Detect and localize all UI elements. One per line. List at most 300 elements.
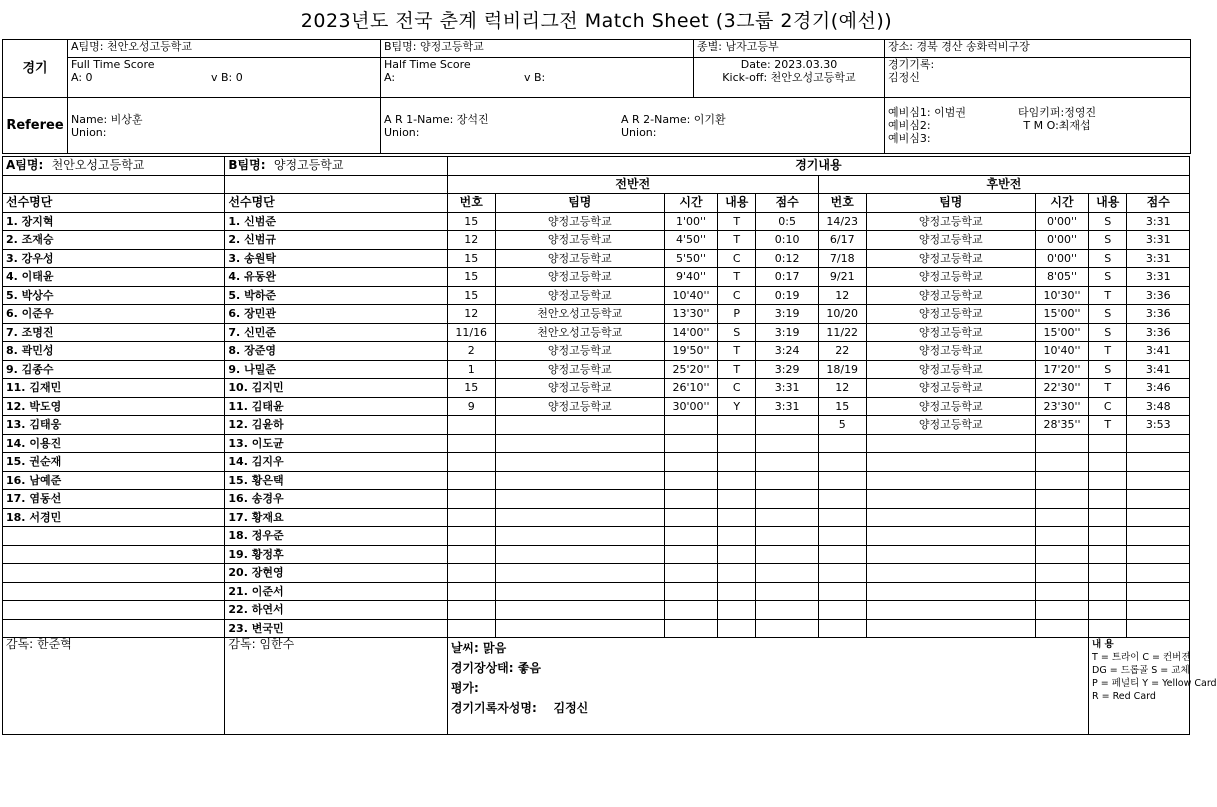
second-half-event-score: 3:41 — [1127, 360, 1190, 379]
first-half-event-number — [447, 545, 495, 564]
first-half-event-type: T — [718, 212, 756, 231]
second-half-event-number — [818, 453, 866, 472]
team-a-player: 16. 남예준 — [3, 471, 225, 490]
first-half-event-score — [756, 416, 818, 435]
second-half-event-type — [1089, 582, 1127, 601]
weather-label: 날씨: — [450, 641, 479, 655]
first-half-event-number — [447, 508, 495, 527]
team-a-player: 4. 이태윤 — [3, 268, 225, 287]
first-half-event-type — [718, 582, 756, 601]
table-row — [3, 249, 1190, 268]
game-label: 경기 — [3, 40, 68, 98]
team-b-player: 17. 황재요 — [225, 508, 447, 527]
second-half-event-number: 7/18 — [818, 249, 866, 268]
first-half-event-number: 11/16 — [447, 323, 495, 342]
team-b-cell — [381, 40, 694, 58]
full-score-b: v B: 0 — [211, 71, 243, 84]
second-half-event-team: 양정고등학교 — [866, 286, 1035, 305]
first-half-event-team — [495, 416, 664, 435]
second-half-event-number — [818, 619, 866, 638]
venue-cell — [885, 40, 1191, 58]
second-half-event-type — [1089, 601, 1127, 620]
team-a-player: 13. 김태웅 — [3, 416, 225, 435]
full-time-label: Full Time Score — [71, 58, 155, 71]
team-a-player: 12. 박도영 — [3, 397, 225, 416]
first-half-event-team: 양정고등학교 — [495, 360, 664, 379]
match-content-table — [2, 156, 1217, 735]
second-half-event-score: 3:46 — [1127, 379, 1190, 398]
first-half-col-type: 내용 — [718, 194, 756, 213]
field-value: 좋음 — [517, 661, 541, 675]
first-half-event-type — [718, 434, 756, 453]
second-half-event-time: 22'30'' — [1036, 379, 1089, 398]
second-half-event-score: 3:48 — [1127, 397, 1190, 416]
second-half-event-team — [866, 471, 1035, 490]
second-half-event-team — [866, 527, 1035, 546]
second-half-event-number: 6/17 — [818, 231, 866, 250]
first-half-event-score — [756, 619, 818, 638]
first-half-event-type: T — [718, 268, 756, 287]
first-half-col-time: 시간 — [665, 194, 718, 213]
team-b-player: 1. 신범준 — [225, 212, 447, 231]
first-half-event-time — [665, 434, 718, 453]
first-half-event-time: 5'50'' — [665, 249, 718, 268]
roster-team-b-name: 양정고등학교 — [273, 158, 344, 173]
second-half-event-team — [866, 545, 1035, 564]
second-half-col-type: 내용 — [1089, 194, 1127, 213]
second-half-event-type: S — [1089, 231, 1127, 250]
second-half-event-time: 8'05'' — [1036, 268, 1089, 287]
first-half-event-team — [495, 601, 664, 620]
table-row — [3, 416, 1190, 435]
team-b-player: 18. 정우준 — [225, 527, 447, 546]
second-half-event-type — [1089, 508, 1127, 527]
half-score-a: A: — [384, 71, 396, 84]
table-row — [3, 601, 1190, 620]
team-b-name: 양정고등학교 — [420, 40, 484, 53]
second-half-event-number — [818, 508, 866, 527]
second-half-event-score — [1127, 545, 1190, 564]
second-half-event-time: 0'00'' — [1036, 212, 1089, 231]
first-half-event-score: 3:19 — [756, 305, 818, 324]
team-a-player: 6. 이준우 — [3, 305, 225, 324]
referee-union: Union: — [71, 125, 107, 139]
team-a-player: 18. 서경민 — [3, 508, 225, 527]
venue-value: 경북 경산 송화럭비구장 — [916, 40, 1030, 53]
referee-cell — [68, 98, 381, 154]
team-a-player: 1. 장지혁 — [3, 212, 225, 231]
team-b-player: 20. 장현영 — [225, 564, 447, 583]
first-half-event-type — [718, 601, 756, 620]
first-half-col-score: 점수 — [756, 194, 818, 213]
first-half-event-number — [447, 416, 495, 435]
first-half-event-score — [756, 582, 818, 601]
second-half-event-score — [1127, 508, 1190, 527]
second-half-event-team: 양정고등학교 — [866, 416, 1035, 435]
first-half-event-number — [447, 453, 495, 472]
team-a-player: 2. 조재승 — [3, 231, 225, 250]
first-half-event-type: C — [718, 249, 756, 268]
second-half-event-score — [1127, 601, 1190, 620]
team-b-player: 16. 송경우 — [225, 490, 447, 509]
first-half-event-score: 3:31 — [756, 379, 818, 398]
second-half-event-team — [866, 619, 1035, 638]
second-half-event-team: 양정고등학교 — [866, 305, 1035, 324]
second-half-event-type — [1089, 564, 1127, 583]
team-a-player: 8. 곽민성 — [3, 342, 225, 361]
first-half-event-number — [447, 582, 495, 601]
table-row — [3, 360, 1190, 379]
roster-team-a-label: A팀명: — [6, 158, 44, 173]
table-row — [3, 323, 1190, 342]
first-half-event-score — [756, 508, 818, 527]
first-half-event-time — [665, 453, 718, 472]
second-half-event-type: T — [1089, 379, 1127, 398]
first-half-event-type — [718, 416, 756, 435]
writer-name: 김정신 — [553, 701, 589, 715]
team-a-player: 3. 강우성 — [3, 249, 225, 268]
second-half-event-team: 양정고등학교 — [866, 397, 1035, 416]
first-half-event-number: 12 — [447, 305, 495, 324]
second-half-event-type — [1089, 490, 1127, 509]
first-half-event-number: 15 — [447, 286, 495, 305]
first-half-event-type — [718, 619, 756, 638]
first-half-event-type: T — [718, 342, 756, 361]
first-half-event-score — [756, 434, 818, 453]
category-cell — [694, 40, 885, 58]
first-half-event-score — [756, 601, 818, 620]
officials-cell — [885, 98, 1191, 154]
first-half-event-team — [495, 545, 664, 564]
first-half-event-type: S — [718, 323, 756, 342]
table-row — [3, 379, 1190, 398]
first-half-event-type: Y — [718, 397, 756, 416]
legend — [1089, 638, 1217, 735]
table-row — [3, 342, 1190, 361]
recorder-name: 김정신 — [888, 71, 920, 84]
first-half-event-time — [665, 490, 718, 509]
legend-line: DG = 드롭골 S = 교체 — [1092, 665, 1190, 676]
team-a-player: 7. 조명진 — [3, 323, 225, 342]
second-half-event-time — [1036, 453, 1089, 472]
first-half-event-type: C — [718, 379, 756, 398]
assistant-referees-cell — [381, 98, 885, 154]
team-b-player: 2. 신범규 — [225, 231, 447, 250]
reserve-referee-1: 예비심1: 이범권 — [888, 106, 966, 119]
first-half-event-score: 0:12 — [756, 249, 818, 268]
first-half-event-type — [718, 545, 756, 564]
team-b-player: 3. 송원탁 — [225, 249, 447, 268]
second-half-event-type: C — [1089, 397, 1127, 416]
team-a-player — [3, 601, 225, 620]
second-half-event-time: 17'20'' — [1036, 360, 1089, 379]
second-half-event-score: 3:31 — [1127, 212, 1190, 231]
first-half-event-type — [718, 564, 756, 583]
second-half-event-number — [818, 471, 866, 490]
team-a-player: 17. 염동선 — [3, 490, 225, 509]
first-half-event-time — [665, 582, 718, 601]
first-half-event-score: 0:10 — [756, 231, 818, 250]
team-a-player — [3, 619, 225, 638]
first-half-event-time: 4'50'' — [665, 231, 718, 250]
first-half-event-type — [718, 490, 756, 509]
first-half-event-time — [665, 471, 718, 490]
first-half-event-number: 9 — [447, 397, 495, 416]
coach-b: 감독: 임한수 — [225, 638, 447, 735]
second-half-event-score: 3:41 — [1127, 342, 1190, 361]
team-b-player: 13. 이도균 — [225, 434, 447, 453]
table-row — [3, 231, 1190, 250]
second-half-event-team: 양정고등학교 — [866, 249, 1035, 268]
first-half-event-time: 13'30'' — [665, 305, 718, 324]
match-header-table — [2, 39, 1191, 154]
date-cell — [694, 58, 885, 98]
second-half-event-number — [818, 564, 866, 583]
second-half-event-team — [866, 582, 1035, 601]
second-half-event-team — [866, 453, 1035, 472]
legend-line: T = 트라이 C = 컨버젼 — [1092, 652, 1191, 663]
team-a-name: 천안오성고등학교 — [106, 40, 192, 53]
table-row — [3, 453, 1190, 472]
tmo: T M O:최재섭 — [1023, 119, 1091, 132]
team-b-player: 23. 변국민 — [225, 619, 447, 638]
first-half-label: 전반전 — [447, 175, 818, 194]
field-label: 경기장상태: — [450, 661, 514, 675]
table-row — [3, 305, 1190, 324]
second-half-event-number: 12 — [818, 286, 866, 305]
first-half-event-score — [756, 453, 818, 472]
second-half-event-number: 12 — [818, 379, 866, 398]
first-half-event-time: 25'20'' — [665, 360, 718, 379]
first-half-event-type — [718, 471, 756, 490]
first-half-event-score — [756, 471, 818, 490]
first-half-event-time: 14'00'' — [665, 323, 718, 342]
second-half-event-time — [1036, 564, 1089, 583]
first-half-event-number: 15 — [447, 249, 495, 268]
match-date: Date: 2023.03.30 — [740, 58, 838, 71]
team-b-player: 14. 김지우 — [225, 453, 447, 472]
second-half-event-type — [1089, 545, 1127, 564]
second-half-event-score: 3:31 — [1127, 231, 1190, 250]
reserve-referee-2: 예비심2: — [888, 119, 931, 132]
second-half-event-type: T — [1089, 286, 1127, 305]
second-half-event-score — [1127, 453, 1190, 472]
first-half-event-team: 양정고등학교 — [495, 379, 664, 398]
second-half-event-type — [1089, 471, 1127, 490]
first-half-event-number — [447, 619, 495, 638]
team-b-player: 21. 이준서 — [225, 582, 447, 601]
reserve-referee-3: 예비심3: — [888, 132, 931, 145]
second-half-event-score: 3:31 — [1127, 249, 1190, 268]
second-half-event-time — [1036, 434, 1089, 453]
second-half-event-score: 3:36 — [1127, 323, 1190, 342]
second-half-event-score — [1127, 527, 1190, 546]
second-half-event-time — [1036, 619, 1089, 638]
second-half-event-number: 10/20 — [818, 305, 866, 324]
second-half-event-score — [1127, 582, 1190, 601]
second-half-event-type — [1089, 619, 1127, 638]
table-row — [3, 527, 1190, 546]
second-half-event-team: 양정고등학교 — [866, 268, 1035, 287]
team-b-roster-header — [225, 157, 447, 176]
first-half-event-team: 양정고등학교 — [495, 231, 664, 250]
team-a-player: 11. 김재민 — [3, 379, 225, 398]
team-b-player: 11. 김태윤 — [225, 397, 447, 416]
first-half-event-team: 양정고등학교 — [495, 268, 664, 287]
first-half-event-team — [495, 582, 664, 601]
second-half-event-time — [1036, 601, 1089, 620]
recorder-label: 경기기록: — [888, 58, 935, 71]
second-half-event-score — [1127, 471, 1190, 490]
second-half-event-time: 15'00'' — [1036, 323, 1089, 342]
first-half-event-time: 19'50'' — [665, 342, 718, 361]
second-half-col-score: 점수 — [1127, 194, 1190, 213]
first-half-event-score — [756, 545, 818, 564]
first-half-event-score: 3:24 — [756, 342, 818, 361]
team-a-player — [3, 545, 225, 564]
second-half-event-team — [866, 508, 1035, 527]
team-b-player: 9. 나밀준 — [225, 360, 447, 379]
second-half-event-time: 0'00'' — [1036, 249, 1089, 268]
second-half-event-type: S — [1089, 305, 1127, 324]
second-half-event-number — [818, 490, 866, 509]
first-half-event-number — [447, 564, 495, 583]
category-label: 종별: — [697, 40, 722, 53]
roster-column-label-b: 선수명단 — [225, 194, 447, 213]
first-half-event-number: 15 — [447, 268, 495, 287]
full-time-cell — [68, 58, 381, 98]
second-half-event-time: 23'30'' — [1036, 397, 1089, 416]
second-half-event-team: 양정고등학교 — [866, 212, 1035, 231]
second-half-event-time — [1036, 490, 1089, 509]
first-half-event-time: 26'10'' — [665, 379, 718, 398]
first-half-event-team: 양정고등학교 — [495, 249, 664, 268]
first-half-event-time — [665, 564, 718, 583]
second-half-label: 후반전 — [818, 175, 1189, 194]
first-half-event-score: 3:31 — [756, 397, 818, 416]
kickoff-team: Kick-off: 천안오성고등학교 — [722, 71, 856, 84]
match-conditions — [447, 638, 1088, 735]
table-row — [3, 268, 1190, 287]
second-half-event-type — [1089, 527, 1127, 546]
blank-cell — [225, 175, 447, 194]
second-half-event-team — [866, 434, 1035, 453]
legend-title: 내 용 — [1092, 639, 1114, 650]
second-half-event-team: 양정고등학교 — [866, 323, 1035, 342]
second-half-event-score: 3:36 — [1127, 286, 1190, 305]
ar2-union: Union: — [621, 125, 657, 139]
table-row — [3, 212, 1190, 231]
first-half-event-score: 0:17 — [756, 268, 818, 287]
recorder-cell — [885, 58, 1191, 98]
second-half-event-number: 18/19 — [818, 360, 866, 379]
second-half-event-number: 5 — [818, 416, 866, 435]
second-half-event-score — [1127, 434, 1190, 453]
team-a-roster-header — [3, 157, 225, 176]
first-half-event-time: 10'40'' — [665, 286, 718, 305]
roster-team-a-name: 천안오성고등학교 — [51, 158, 145, 173]
first-half-event-score: 3:29 — [756, 360, 818, 379]
first-half-event-time — [665, 619, 718, 638]
table-row — [3, 434, 1190, 453]
first-half-event-number: 2 — [447, 342, 495, 361]
second-half-event-number — [818, 545, 866, 564]
second-half-event-time — [1036, 582, 1089, 601]
second-half-event-time — [1036, 508, 1089, 527]
second-half-event-team: 양정고등학교 — [866, 231, 1035, 250]
table-row — [3, 545, 1190, 564]
first-half-event-team: 양정고등학교 — [495, 286, 664, 305]
first-half-event-type: T — [718, 231, 756, 250]
roster-column-label-a: 선수명단 — [3, 194, 225, 213]
second-half-event-score: 3:53 — [1127, 416, 1190, 435]
first-half-event-number: 1 — [447, 360, 495, 379]
first-half-event-time — [665, 508, 718, 527]
first-half-event-team — [495, 564, 664, 583]
team-a-player: 5. 박상수 — [3, 286, 225, 305]
second-half-event-score: 3:31 — [1127, 268, 1190, 287]
second-half-event-type — [1089, 434, 1127, 453]
first-half-event-time — [665, 416, 718, 435]
table-row — [3, 471, 1190, 490]
full-score-a: A: 0 — [71, 71, 93, 84]
team-b-player: 7. 신민준 — [225, 323, 447, 342]
table-row — [3, 619, 1190, 638]
team-b-player: 19. 황정후 — [225, 545, 447, 564]
table-row — [3, 397, 1190, 416]
second-half-event-score — [1127, 619, 1190, 638]
team-b-player: 6. 장민관 — [225, 305, 447, 324]
second-half-event-type: T — [1089, 342, 1127, 361]
first-half-event-time — [665, 527, 718, 546]
events-title: 경기내용 — [447, 157, 1189, 176]
second-half-event-time: 28'35'' — [1036, 416, 1089, 435]
first-half-event-score: 3:19 — [756, 323, 818, 342]
second-half-event-number: 14/23 — [818, 212, 866, 231]
legend-line: R = Red Card — [1092, 691, 1156, 702]
second-half-event-number — [818, 434, 866, 453]
second-half-event-score: 3:36 — [1127, 305, 1190, 324]
second-half-event-number — [818, 601, 866, 620]
team-a-player — [3, 564, 225, 583]
blank-cell — [3, 175, 225, 194]
second-half-event-time: 10'30'' — [1036, 286, 1089, 305]
legend-line: P = 페널티 Y = Yellow Card — [1092, 678, 1217, 689]
second-half-event-team: 양정고등학교 — [866, 379, 1035, 398]
team-b-player: 5. 박하준 — [225, 286, 447, 305]
team-a-player — [3, 582, 225, 601]
first-half-event-score: 0:5 — [756, 212, 818, 231]
first-half-event-type — [718, 508, 756, 527]
first-half-event-team — [495, 619, 664, 638]
team-a-player: 9. 김종수 — [3, 360, 225, 379]
first-half-event-time — [665, 545, 718, 564]
team-b-player: 8. 장준영 — [225, 342, 447, 361]
weather-value: 맑음 — [482, 641, 507, 655]
second-half-event-type — [1089, 453, 1127, 472]
first-half-event-number — [447, 471, 495, 490]
second-half-event-time: 10'40'' — [1036, 342, 1089, 361]
first-half-event-team — [495, 490, 664, 509]
first-half-event-team — [495, 453, 664, 472]
first-half-event-team — [495, 434, 664, 453]
venue-label: 장소: — [888, 40, 913, 53]
first-half-event-team: 양정고등학교 — [495, 397, 664, 416]
first-half-col-team: 팀명 — [495, 194, 664, 213]
table-row — [3, 286, 1190, 305]
team-b-player: 10. 김지민 — [225, 379, 447, 398]
first-half-event-number — [447, 527, 495, 546]
